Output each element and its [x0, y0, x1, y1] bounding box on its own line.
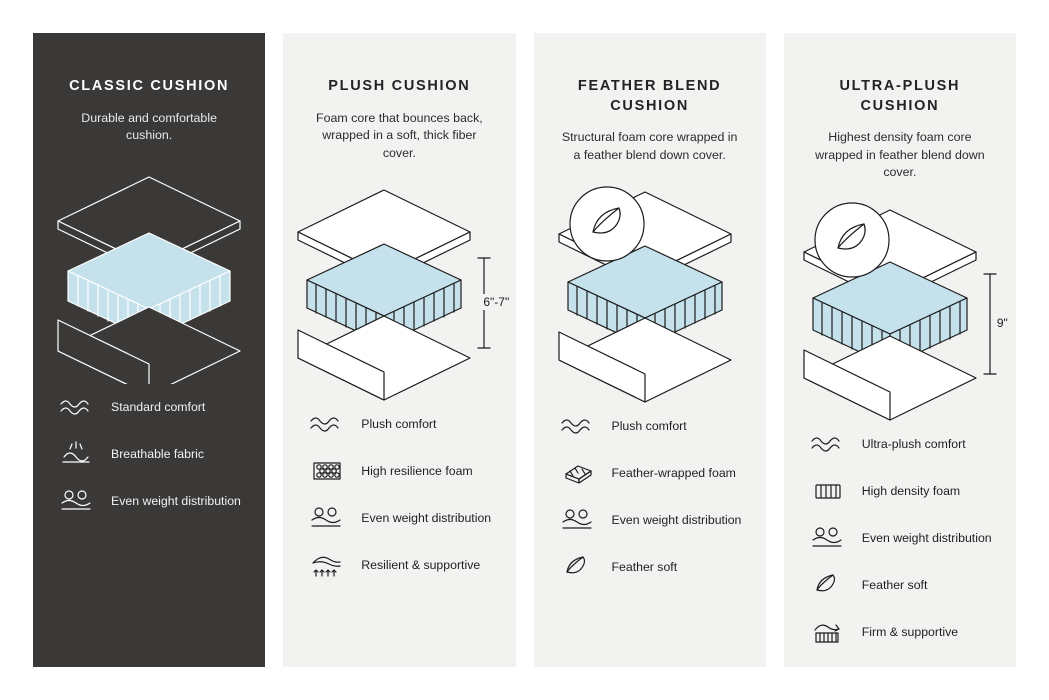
- feature-item: [305, 503, 495, 533]
- leaf-badge: [815, 203, 889, 277]
- wave-comfort-icon: [55, 392, 97, 422]
- base-layer: [559, 318, 731, 402]
- dimension-label: 9": [996, 315, 1008, 330]
- feature-item: [55, 486, 245, 516]
- feature-label: Even weight distribution: [111, 493, 241, 508]
- feature-label: Firm & supportive: [861, 624, 959, 639]
- leaf-icon: [806, 570, 848, 600]
- feature-label: Plush comfort: [361, 417, 437, 432]
- feather-wrapped-foam-icon: [556, 458, 598, 488]
- feature-label: High density foam: [861, 483, 961, 498]
- feature-label: Resilient & supportive: [361, 558, 481, 573]
- card-subtitle: Highest density foam core wrapped in feather blend down cover.: [815, 130, 985, 180]
- cushion-layer-illustration: [33, 159, 265, 384]
- even-weight-distribution-icon: [806, 523, 848, 553]
- card-subtitle: Structural foam core wrapped in a feather blend down cover.: [561, 130, 738, 162]
- base-layer: [804, 336, 976, 420]
- card-title: ULTRA-PLUSH CUSHION: [839, 78, 961, 114]
- feature-label: High resilience foam: [361, 464, 473, 479]
- card-title: PLUSH CUSHION: [328, 78, 471, 94]
- feature-item: [55, 392, 245, 422]
- feature-label: Plush comfort: [611, 419, 687, 434]
- feature-item: [806, 429, 996, 459]
- feature-list: [283, 401, 515, 580]
- feature-label: Ultra-plush comfort: [861, 436, 966, 451]
- leaf-badge: [570, 187, 644, 261]
- firm-supportive-icon: [806, 617, 848, 647]
- feature-label: Breathable fabric: [111, 446, 204, 461]
- card-ultra-plush-cushion[interactable]: [784, 33, 1016, 667]
- high-resilience-foam-icon: [305, 456, 347, 486]
- cushion-layer-illustration: [784, 196, 1016, 421]
- even-weight-distribution-icon: [305, 503, 347, 533]
- feature-item: [806, 523, 996, 553]
- breathable-fabric-icon: [55, 439, 97, 469]
- feature-label: Feather-wrapped foam: [611, 466, 736, 481]
- wave-comfort-icon: [806, 429, 848, 459]
- feature-label: Standard comfort: [111, 399, 206, 414]
- card-title: FEATHER BLEND CUSHION: [577, 78, 722, 114]
- card-feather-blend-cushion[interactable]: [534, 33, 766, 667]
- wave-comfort-icon: [305, 409, 347, 439]
- high-density-foam-icon: [806, 476, 848, 506]
- feature-item: [556, 505, 746, 535]
- even-weight-distribution-icon: [55, 486, 97, 516]
- feature-label: Even weight distribution: [611, 513, 742, 528]
- feature-item: [806, 476, 996, 506]
- card-subtitle: Foam core that bounces back, wrapped in a soft, thick fiber cover.: [316, 110, 483, 160]
- wave-comfort-icon: [556, 411, 598, 441]
- feature-item: [55, 439, 245, 469]
- card-plush-cushion[interactable]: [283, 33, 515, 667]
- feature-item: [806, 617, 996, 647]
- base-layer: [58, 307, 240, 384]
- feature-label: Feather soft: [861, 577, 928, 592]
- leaf-icon: [556, 552, 598, 582]
- card-classic-cushion[interactable]: [33, 33, 265, 667]
- even-weight-distribution-icon: [556, 505, 598, 535]
- feature-list: [33, 384, 265, 516]
- resilient-supportive-icon: [305, 550, 347, 580]
- feature-list: [534, 403, 766, 582]
- base-layer: [298, 316, 470, 400]
- cushion-layer-illustration: [283, 176, 515, 401]
- feature-item: [556, 552, 746, 582]
- feature-item: [556, 411, 746, 441]
- feature-label: Even weight distribution: [861, 530, 992, 545]
- card-subtitle: Durable and comfortable cushion.: [81, 110, 217, 143]
- feature-item: [305, 550, 495, 580]
- feature-label: Feather soft: [611, 560, 678, 575]
- feature-item: [305, 456, 495, 486]
- feature-label: Even weight distribution: [361, 511, 492, 526]
- dimension-label: 6"-7": [483, 295, 510, 310]
- feature-item: [556, 458, 746, 488]
- feature-list: [784, 421, 1016, 647]
- feature-item: [806, 570, 996, 600]
- feature-item: [305, 409, 495, 439]
- card-title: CLASSIC CUSHION: [69, 78, 230, 94]
- cushion-layer-illustration: [534, 178, 766, 403]
